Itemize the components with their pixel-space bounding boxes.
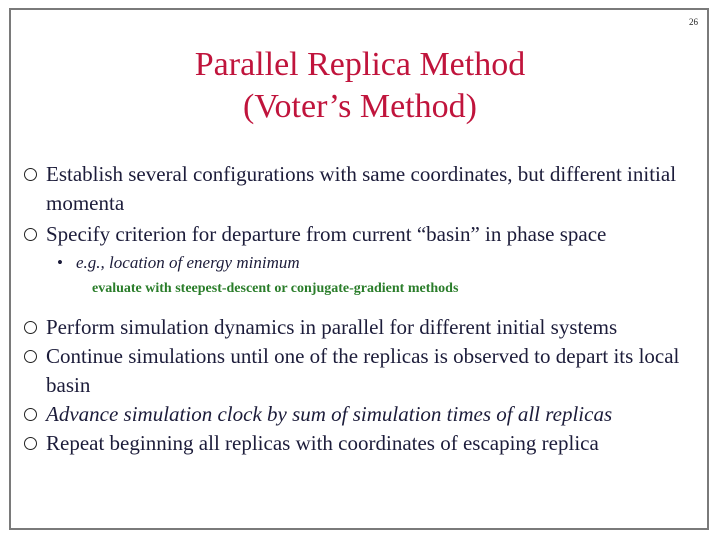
hollow-circle-icon xyxy=(24,350,37,363)
bullet-text: Repeat beginning all replicas with coordinates of escaping replica xyxy=(46,431,599,455)
list-item xyxy=(22,342,712,400)
hollow-circle-icon xyxy=(24,321,37,334)
list-item xyxy=(22,160,712,218)
bullet-text: Advance simulation clock by sum of simulation times of all replicas xyxy=(46,402,613,426)
sub-bullet-text: e.g., location of energy minimum xyxy=(76,253,300,272)
hollow-circle-icon xyxy=(24,437,37,450)
list-item xyxy=(22,220,712,249)
bullet-text: Specify criterion for departure from current “basin” in phase space xyxy=(46,222,607,246)
title-line-1: Parallel Replica Method xyxy=(194,46,526,83)
dot-icon: • xyxy=(57,253,63,272)
bullet-text: Continue simulations until one of the replicas is observed to depart its local basin xyxy=(46,344,680,397)
slide-number: 26 xyxy=(689,17,698,27)
list-item xyxy=(22,429,712,458)
list-item xyxy=(22,313,712,342)
bullet-text: Establish several configurations with same coordinates, but different initial momenta xyxy=(46,162,677,215)
hollow-circle-icon xyxy=(24,408,37,421)
slide-title xyxy=(0,44,720,128)
list-item xyxy=(22,400,712,429)
note-text: evaluate with steepest-descent or conjugate-gradient methods xyxy=(92,281,459,296)
hollow-circle-icon xyxy=(24,228,37,241)
hollow-circle-icon xyxy=(24,168,37,181)
sub-list-item xyxy=(22,251,712,275)
title-line-2: (Voter’s Method) xyxy=(243,88,477,125)
bullet-text: Perform simulation dynamics in parallel for different initial systems xyxy=(46,315,618,339)
bullet-list xyxy=(22,160,712,458)
